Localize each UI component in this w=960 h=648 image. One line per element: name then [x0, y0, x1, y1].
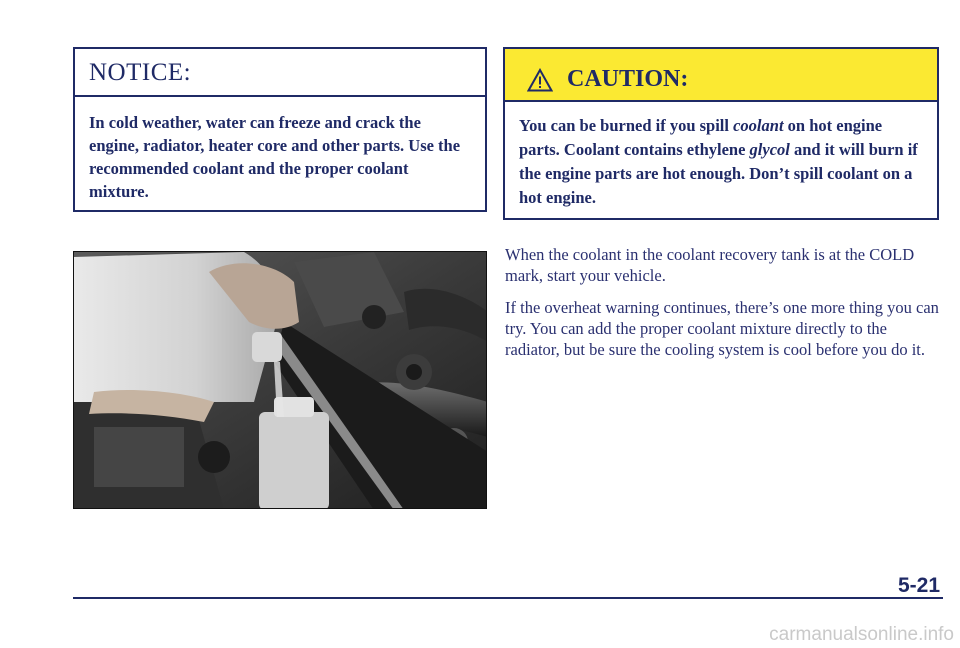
engine-coolant-photo [73, 251, 487, 509]
coolant-pouring-illustration [74, 252, 487, 509]
notice-title: NOTICE: [75, 49, 485, 97]
paragraph-1: When the coolant in the coolant recovery tank is at the COLD mark, start your vehicle. [505, 245, 915, 285]
paragraph-2: If the overheat warning continues, there’s one more thing you can try. You can add the proper coolant mixture directly to the radiator, but be sure the cooling system is cool before you do it. [505, 298, 939, 359]
caution-box [503, 47, 939, 220]
page-number: 5-21 [897, 574, 940, 597]
caution-header [505, 49, 937, 102]
caution-text: You can be burned if you spill coolant on hot engine parts. Coolant contains ethylene glycol and it will burn if the engine parts are hot enough. Don’t spill coolant on a hot engine. [519, 116, 918, 207]
notice-box [73, 47, 487, 212]
notice-text: In cold weather, water can freeze and crack the engine, radiator, heater core and other parts. Use the recommended coolant and the proper coolant mixture. [89, 113, 461, 201]
footer-rule [73, 597, 943, 599]
warning-triangle-icon [527, 68, 553, 92]
caution-title: CAUTION: [567, 66, 689, 92]
instructions-text [505, 244, 945, 371]
watermark: carmanualsonline.info [769, 624, 954, 645]
